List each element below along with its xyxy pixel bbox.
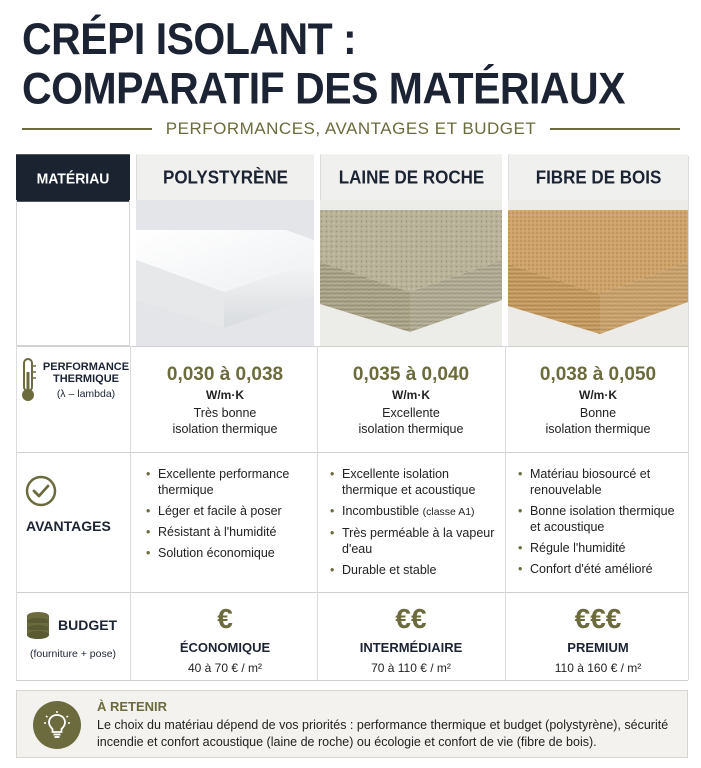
list-item: • Léger et facile à poser: [146, 503, 314, 519]
header-laine-de-roche: LAINE DE ROCHE: [320, 154, 502, 202]
budget-symbol: €: [217, 603, 233, 634]
list-item: • Régule l'humidité: [518, 540, 686, 556]
budget-range: 70 à 110 € / m²: [371, 661, 451, 675]
title-line-2: COMPARATIF DES MATÉRIAUX: [22, 63, 625, 114]
header-fibre-de-bois: FIBRE DE BOIS: [508, 154, 688, 202]
adv-laine-de-roche: [330, 466, 502, 583]
header-label-materiau: MATÉRIAU: [16, 154, 130, 202]
subtitle-rule-right: [550, 128, 680, 130]
list-item: • Très perméable à la vapeur d'eau: [330, 525, 502, 557]
col-divider: [317, 346, 318, 680]
budget-level: PREMIUM: [567, 640, 629, 655]
retain-box: [16, 690, 688, 758]
perf-desc-line: Excellente: [382, 406, 440, 420]
list-item: • Solution économique: [146, 545, 314, 561]
row-divider: [16, 452, 688, 453]
perf-unit: W/m·K: [579, 388, 617, 402]
perf-desc: [508, 405, 688, 437]
page-title: [22, 14, 682, 113]
perf-desc-line: Bonne: [579, 406, 617, 420]
col-divider: [688, 156, 689, 680]
list-item: • Excellente performance thermique: [146, 466, 314, 498]
col-divider: [130, 346, 131, 680]
perf-fibre-de-bois: [508, 364, 688, 437]
row-divider: [16, 346, 688, 347]
subtitle-row: [22, 118, 680, 140]
polystyrene-image: [136, 200, 314, 346]
perf-unit: W/m·K: [206, 388, 244, 402]
lightbulb-icon: [42, 710, 72, 740]
list-item: • Résistant à l'humidité: [146, 524, 314, 540]
budget-range: 40 à 70 € / m²: [187, 661, 263, 675]
thermometer-icon: [17, 356, 39, 404]
row-divider: [16, 592, 688, 593]
title-line-1: CRÉPI ISOLANT :: [22, 14, 357, 64]
budget-polystyrene: [136, 604, 314, 675]
checkmark-circle-icon: [24, 474, 58, 508]
budget-label: BUDGET: [58, 617, 118, 633]
perf-desc-line: isolation thermique: [545, 422, 651, 436]
adv-text: Incombustible: [342, 504, 420, 518]
list-item: • Durable et stable: [330, 562, 502, 578]
perf-polystyrene: [136, 364, 314, 437]
perf-desc: [136, 405, 314, 437]
col-divider: [505, 346, 506, 680]
header-polystyrene: POLYSTYRÈNE: [136, 154, 314, 202]
perf-unit: W/m·K: [392, 388, 430, 402]
budget-level: ÉCONOMIQUE: [179, 640, 271, 655]
row-label-avantages: [16, 474, 130, 534]
coin-stack-icon: [24, 610, 52, 640]
retain-title: À RETENIR: [97, 699, 168, 714]
perf-desc-line: isolation thermique: [358, 422, 464, 436]
perf-label-3: (λ – lambda): [56, 387, 116, 400]
row-label-performance: [16, 356, 130, 404]
list-item: • Confort d'été amélioré: [518, 561, 686, 577]
list-item: • Bonne isolation thermique et acoustique: [518, 503, 686, 535]
perf-value: 0,038 à 0,050: [539, 364, 657, 385]
budget-level: INTERMÉDIAIRE: [359, 640, 463, 655]
budget-range: 110 à 160 € / m²: [554, 661, 642, 675]
row-label-budget: [16, 610, 130, 660]
adv-fibre-de-bois: [518, 466, 686, 582]
laine-de-roche-image: [320, 200, 502, 346]
row-divider: [16, 680, 688, 681]
perf-label-2: THERMIQUE: [52, 372, 119, 385]
perf-desc: [320, 405, 502, 437]
perf-laine-de-roche: [320, 364, 502, 437]
retain-text: Le choix du matériau dépend de vos priorités : performance thermique et budget (polystyrène), sécurité incendie et confort acoustique (laine de roche) ou écologie et confort de vie (fibre de bois).: [97, 718, 669, 749]
perf-value: 0,030 à 0,038: [166, 364, 284, 385]
budget-symbol: €€€: [574, 603, 622, 634]
adv-note: (classe A1): [422, 506, 475, 518]
list-item: • Matériau biosourcé et renouvelable: [518, 466, 686, 498]
list-item: [330, 503, 502, 520]
budget-sub: (fourniture + pose): [29, 648, 117, 660]
budget-laine-de-roche: [320, 604, 502, 675]
perf-value: 0,035 à 0,040: [352, 364, 470, 385]
perf-label-1: PERFORMANCE: [42, 360, 130, 373]
lightbulb-badge: [33, 701, 81, 749]
label-image-blank: [16, 200, 130, 346]
list-item: • Excellente isolation thermique et acoustique: [330, 466, 502, 498]
perf-desc-line: isolation thermique: [172, 422, 278, 436]
subtitle: PERFORMANCES, AVANTAGES ET BUDGET: [165, 119, 537, 138]
fibre-de-bois-image: [508, 200, 688, 346]
subtitle-rule-left: [22, 128, 152, 130]
budget-symbol: €€: [395, 603, 427, 634]
perf-desc-line: Très bonne: [193, 406, 257, 420]
budget-fibre-de-bois: [508, 604, 688, 675]
adv-polystyrene: [146, 466, 314, 566]
adv-label: AVANTAGES: [26, 518, 111, 534]
